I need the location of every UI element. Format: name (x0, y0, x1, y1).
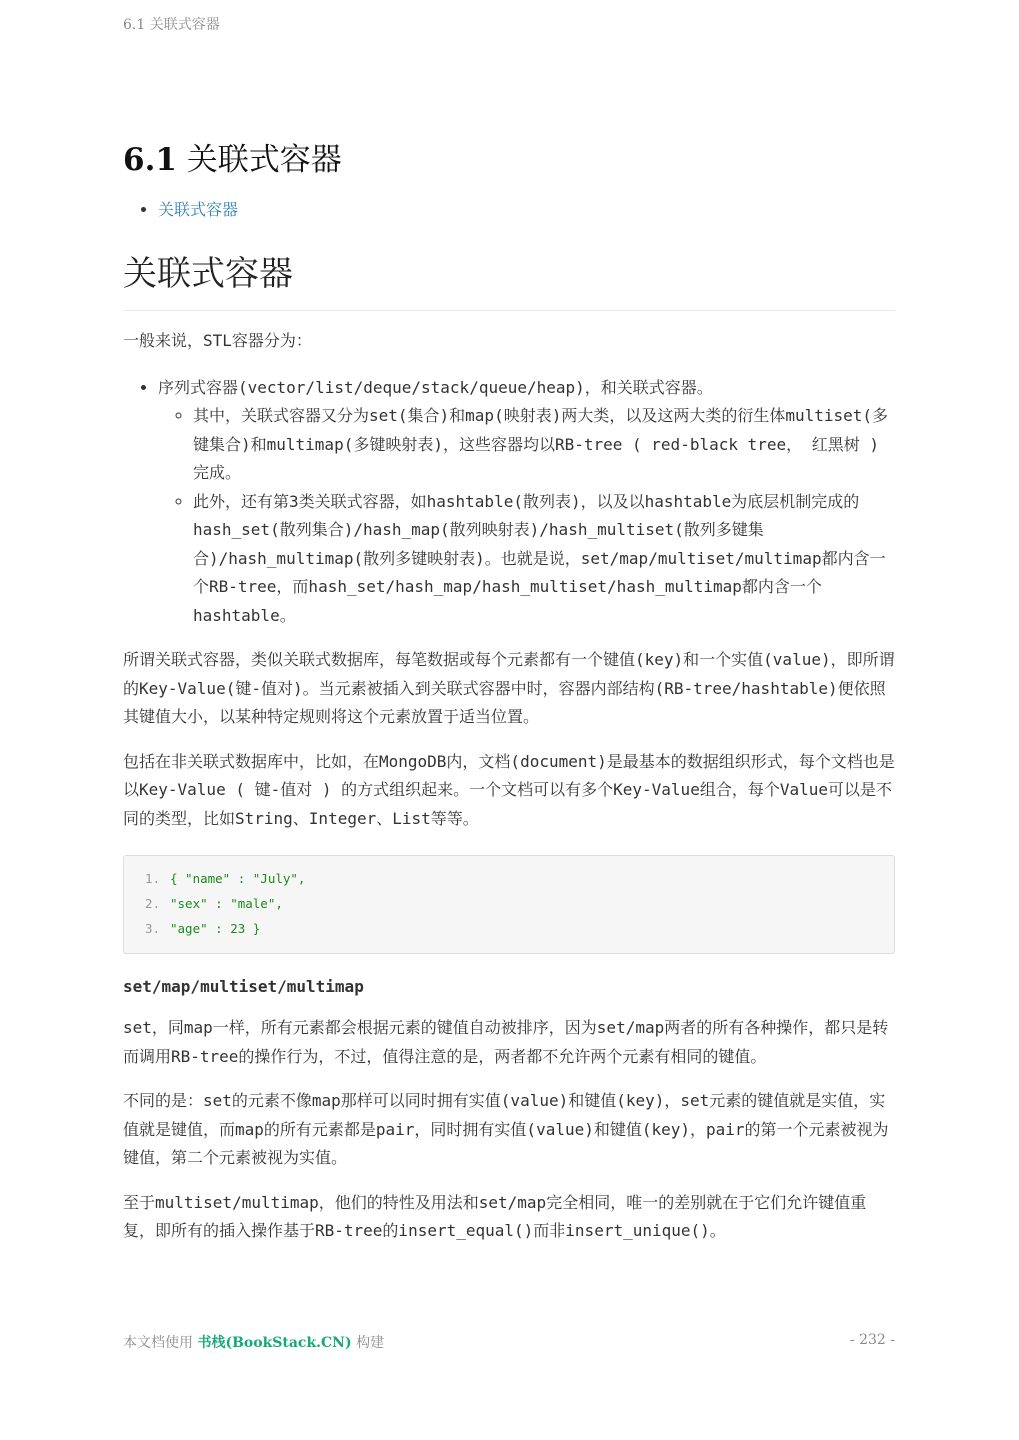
code-line (124, 891, 894, 916)
line-number: 2. (144, 896, 160, 911)
list-item (158, 374, 895, 631)
footer-prefix: 本文档使用 (123, 1335, 193, 1351)
code-line (124, 916, 894, 941)
chapter-number: 6.1 (123, 142, 177, 178)
footer-brand-link[interactable]: 书栈(BookStack.CN) (197, 1335, 352, 1351)
code-text: "sex" : "male", (170, 896, 283, 911)
subheading: set/map/multiset/multimap (123, 977, 364, 996)
footer-suffix: 构建 (356, 1335, 385, 1351)
code-text: { "name" : "July", (170, 871, 306, 886)
section-heading: 关联式容器 (123, 252, 895, 311)
chapter-title-text: 关联式容器 (186, 142, 342, 178)
code-text: "age" : 23 } (170, 921, 261, 936)
container-types-list (123, 374, 895, 631)
running-header: 6.1 关联式容器 (123, 17, 220, 33)
page-content (123, 140, 895, 1246)
sub-list-item: ◦ 此外，还有第3类关联式容器，如hashtable(散列表)，以及以hashtable为底层机制完成的hash_set(散列集合)/hash_map(散列映射表)/hash_multiset(散列多键集合)/hash_multimap(散列多键映射表)。也就是说，set/map/multiset/multimap都内含一个RB-tree，而hash_set/hash_map/hash_multiset/hash_multimap都内含一个hashtable。 (193, 488, 895, 631)
paragraph: 至于multiset/multimap，他们的特性及用法和set/map完全相同，唯一的差别就在于它们允许键值重复，即所有的插入操作基于RB-tree的insert_equal()而非insert_unique()。 (123, 1192, 867, 1240)
paragraph: 不同的是：set的元素不像map那样可以同时拥有实值(value)和键值(key)，set元素的键值就是实值，实值就是键值，而map的所有元素都是pair，同时拥有实值(value)和键值(key)，pair的第一个元素被视为键值，第二个元素被视为实值。 (123, 1091, 889, 1167)
footer-credit (123, 1332, 384, 1352)
sub-list-item: ◦ 其中，关联式容器又分为set(集合)和map(映射表)两大类，以及这两大类的衍生体multiset(多键集合)和multimap(多键映射表)，这些容器均以RB-tree ( red-black tree， 红黑树 ) 完成。 (193, 402, 895, 488)
paragraph: set，同map一样，所有元素都会根据元素的键值自动被排序，因为set/map两者的所有各种操作，都只是转而调用RB-tree的操作行为，不过，值得注意的是，两者都不允许两个元素有相同的键值。 (123, 1018, 889, 1066)
toc-list (123, 200, 895, 220)
line-number: 1. (144, 871, 160, 886)
intro-paragraph: 一般来说，STL容器分为： (123, 331, 312, 350)
code-block (123, 855, 895, 954)
paragraph: 包括在非关联式数据库中，比如，在MongoDB内，文档(document)是最基本的数据组织形式，每个文档也是以Key-Value ( 键-值对 ) 的方式组织起来。一个文档可以有多个Key-Value组合，每个Value可以是不同的类型，比如String、Integer、List等等。 (123, 751, 895, 828)
code-line (124, 866, 894, 891)
page-number: - 232 - (849, 1332, 895, 1348)
sub-list (158, 402, 895, 630)
line-number: 3. (144, 921, 160, 936)
list-item-text: 序列式容器(vector/list/deque/stack/queue/heap)，和关联式容器。 (158, 377, 713, 397)
toc-link[interactable]: 关联式容器 (158, 200, 239, 219)
toc-item (158, 200, 895, 220)
paragraph: 所谓关联式容器，类似关联式数据库，每笔数据或每个元素都有一个键值(key)和一个实值(value)，即所谓的Key-Value(键-值对)。当元素被插入到关联式容器中时，容器内部结构(RB-tree/hashtable)便依照其键值大小，以某种特定规则将这个元素放置于适当位置。 (123, 650, 895, 726)
chapter-title (123, 140, 895, 180)
